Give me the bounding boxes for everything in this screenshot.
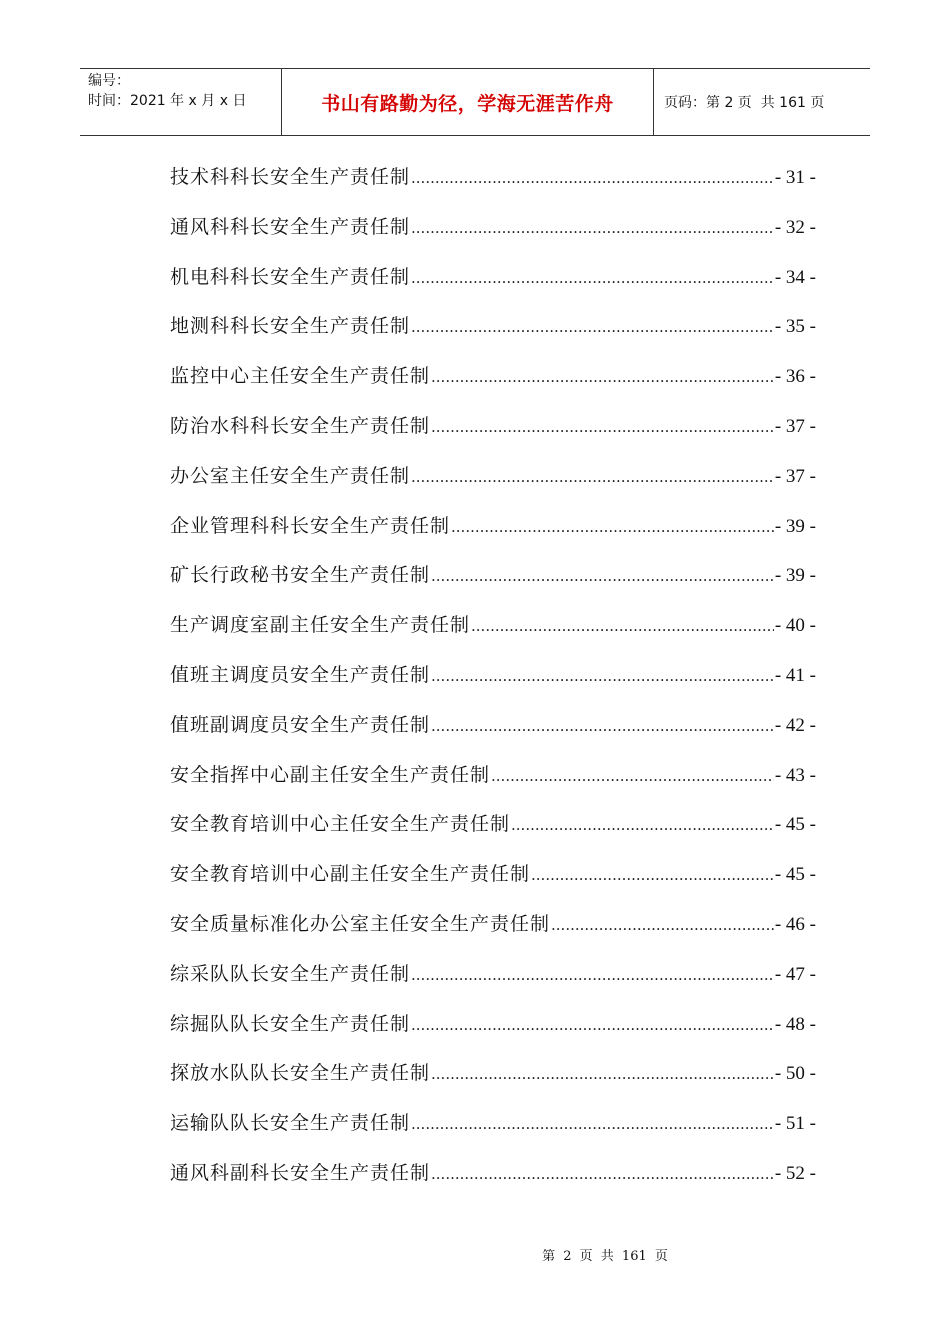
toc-leader-dots	[411, 269, 774, 287]
toc-entry-title: 安全质量标准化办公室主任安全生产责任制	[170, 912, 551, 935]
toc-leader-dots	[431, 667, 774, 685]
page-info-text: 页码：第 2 页 共 161 页	[664, 95, 825, 111]
footer-page-number: 第 2 页 共 161 页	[542, 1249, 668, 1264]
toc-entry[interactable]	[170, 411, 816, 461]
toc-entry[interactable]	[170, 262, 816, 312]
toc-entry-page: - 37 -	[774, 465, 816, 487]
page-header	[80, 68, 870, 136]
toc-leader-dots	[411, 966, 774, 984]
toc-entry-page: - 35 -	[774, 316, 816, 338]
number-label: 编号：	[88, 73, 130, 89]
toc-entry-title: 综掘队队长安全生产责任制	[170, 1012, 411, 1035]
toc-entry-title: 安全教育培训中心副主任安全生产责任制	[170, 863, 531, 886]
toc-entry-title: 矿长行政秘书安全生产责任制	[170, 564, 431, 587]
toc-entry-page: - 36 -	[774, 366, 816, 388]
toc-entry-page: - 32 -	[774, 216, 816, 238]
toc-entry-page: - 50 -	[774, 1063, 816, 1085]
toc-leader-dots	[411, 1115, 774, 1133]
toc-leader-dots	[411, 318, 774, 336]
toc-entry-page: - 34 -	[774, 266, 816, 288]
toc-entry-title: 通风科科长安全生产责任制	[170, 215, 411, 238]
toc-entry[interactable]	[170, 1158, 816, 1208]
toc-entry[interactable]	[170, 560, 816, 610]
toc-leader-dots	[411, 1016, 774, 1034]
motto-text: 书山有路勤为径，学海无涯苦作舟	[321, 92, 614, 115]
toc-entry[interactable]	[170, 1058, 816, 1108]
toc-leader-dots	[431, 368, 774, 386]
toc-entry-title: 安全指挥中心副主任安全生产责任制	[170, 763, 491, 786]
toc-entry-title: 机电科科长安全生产责任制	[170, 265, 411, 288]
toc-entry[interactable]	[170, 809, 816, 859]
toc-leader-dots	[551, 916, 774, 934]
toc-entry[interactable]	[170, 162, 816, 212]
toc-leader-dots	[491, 767, 774, 785]
toc-entry-title: 企业管理科科长安全生产责任制	[170, 514, 451, 537]
toc-entry-page: - 45 -	[774, 864, 816, 886]
toc-entry-title: 办公室主任安全生产责任制	[170, 464, 411, 487]
header-motto	[282, 69, 654, 135]
toc-leader-dots	[471, 617, 774, 635]
toc-entry-page: - 40 -	[774, 615, 816, 637]
toc-entry-title: 通风科副科长安全生产责任制	[170, 1161, 431, 1184]
toc-leader-dots	[411, 219, 774, 237]
toc-entry-title: 探放水队队长安全生产责任制	[170, 1062, 431, 1085]
toc-entry-page: - 46 -	[774, 913, 816, 935]
toc-entry[interactable]	[170, 760, 816, 810]
toc-entry[interactable]	[170, 1009, 816, 1059]
header-page-info	[654, 69, 870, 135]
toc-entry[interactable]	[170, 511, 816, 561]
toc-entry-title: 综采队队长安全生产责任制	[170, 962, 411, 985]
toc-entry-title: 地测科科长安全生产责任制	[170, 315, 411, 338]
toc-entry-page: - 39 -	[774, 515, 816, 537]
toc-leader-dots	[431, 418, 774, 436]
header-meta	[80, 69, 282, 135]
toc-entry-title: 防治水科科长安全生产责任制	[170, 414, 431, 437]
toc-leader-dots	[531, 866, 774, 884]
toc-entry-page: - 42 -	[774, 714, 816, 736]
toc-entry[interactable]	[170, 660, 816, 710]
toc-entry-page: - 41 -	[774, 664, 816, 686]
toc-leader-dots	[431, 717, 774, 735]
toc-entry-page: - 43 -	[774, 764, 816, 786]
toc-entry[interactable]	[170, 361, 816, 411]
toc-leader-dots	[411, 169, 774, 187]
toc-entry-page: - 47 -	[774, 963, 816, 985]
toc-entry-title: 技术科科长安全生产责任制	[170, 166, 411, 188]
toc-entry[interactable]	[170, 959, 816, 1009]
toc-entry[interactable]	[170, 859, 816, 909]
toc-entry-title: 生产调度室副主任安全生产责任制	[170, 614, 471, 637]
time-label: 时间：2021 年 x 月 x 日	[88, 93, 247, 109]
toc-entry[interactable]	[170, 212, 816, 262]
toc-entry[interactable]	[170, 461, 816, 511]
toc-entry-title: 安全教育培训中心主任安全生产责任制	[170, 813, 511, 836]
toc-entry[interactable]	[170, 1108, 816, 1158]
toc-entry[interactable]	[170, 909, 816, 959]
toc-entry[interactable]	[170, 610, 816, 660]
toc-entry-page: - 39 -	[774, 565, 816, 587]
toc-entry-title: 值班副调度员安全生产责任制	[170, 713, 431, 736]
toc-entry-page: - 52 -	[774, 1162, 816, 1184]
toc-leader-dots	[511, 816, 774, 834]
toc-entry-title: 值班主调度员安全生产责任制	[170, 663, 431, 686]
table-of-contents	[170, 162, 816, 1208]
toc-entry-title: 运输队队长安全生产责任制	[170, 1112, 411, 1135]
toc-entry[interactable]	[170, 710, 816, 760]
toc-leader-dots	[431, 1165, 774, 1183]
toc-entry-page: - 48 -	[774, 1013, 816, 1035]
toc-leader-dots	[451, 518, 774, 536]
toc-entry-title: 监控中心主任安全生产责任制	[170, 365, 431, 388]
toc-entry-page: - 37 -	[774, 415, 816, 437]
toc-leader-dots	[431, 1065, 774, 1083]
toc-entry-page: - 31 -	[774, 167, 816, 188]
toc-leader-dots	[411, 468, 774, 486]
page-footer	[0, 1245, 950, 1264]
toc-leader-dots	[431, 567, 774, 585]
toc-entry-page: - 45 -	[774, 814, 816, 836]
toc-entry-page: - 51 -	[774, 1113, 816, 1135]
toc-entry[interactable]	[170, 311, 816, 361]
